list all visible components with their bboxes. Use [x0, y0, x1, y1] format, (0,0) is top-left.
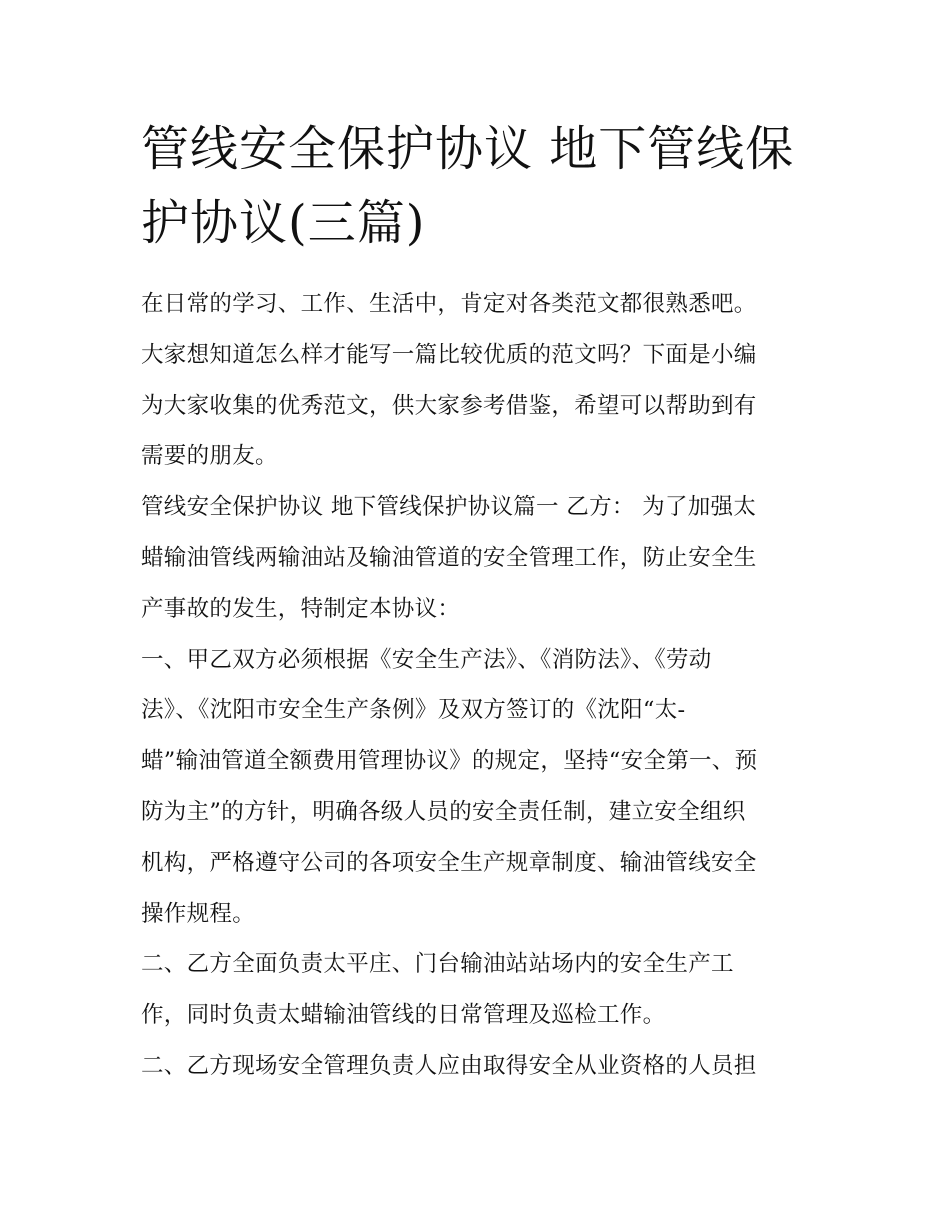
text-line: 蜡输油管线两输油站及输油管道的安全管理工作，防止安全生	[141, 544, 757, 571]
clause-paragraph	[141, 635, 816, 940]
text-line: 一、甲乙双方必须根据《安全生产法》、《消防法》、《劳动	[141, 646, 712, 673]
text-line: 产事故的发生，特制定本协议：	[141, 595, 461, 622]
text-line: 操作规程。	[141, 900, 256, 927]
text-line: 二、乙方现场安全管理负责人应由取得安全从业资格的人员担	[141, 1052, 757, 1079]
document-body	[141, 279, 816, 1092]
text-line: 管线安全保护协议 地下管线保护协议篇一 乙方： 为了加强太	[141, 494, 757, 521]
title-line: 护协议(三篇)	[141, 195, 426, 251]
title-line: 管线安全保护协议 地下管线保	[141, 121, 795, 177]
document-title	[141, 112, 821, 260]
text-line: 机构，严格遵守公司的各项安全生产规章制度、输油管线安全	[141, 849, 757, 876]
text-line: 防为主”的方针，明确各级人员的安全责任制，建立安全组织	[141, 798, 746, 825]
text-line: 大家想知道怎么样才能写一篇比较优质的范文吗？下面是小编	[141, 341, 757, 368]
text-line: 二、乙方全面负责太平庄、门台输油站站场内的安全生产工	[141, 951, 734, 978]
intro-paragraph	[141, 279, 816, 482]
clause-paragraph	[141, 939, 816, 1041]
clause-paragraph	[141, 1041, 816, 1092]
text-line: 蜡”输油管道全额费用管理协议》的规定，坚持“安全第一、预	[141, 748, 758, 775]
text-line: 在日常的学习、工作、生活中，肯定对各类范文都很熟悉吧。	[141, 291, 757, 317]
text-line: 为大家收集的优秀范文，供大家参考借鉴，希望可以帮助到有	[141, 392, 757, 419]
section-heading-paragraph	[141, 482, 816, 634]
text-line: 法》、《沈阳市安全生产条例》及双方签订的《沈阳“太-	[141, 697, 686, 724]
text-line: 作，同时负责太蜡输油管线的日常管理及巡检工作。	[141, 1002, 666, 1029]
text-line: 需要的朋友。	[141, 443, 278, 470]
